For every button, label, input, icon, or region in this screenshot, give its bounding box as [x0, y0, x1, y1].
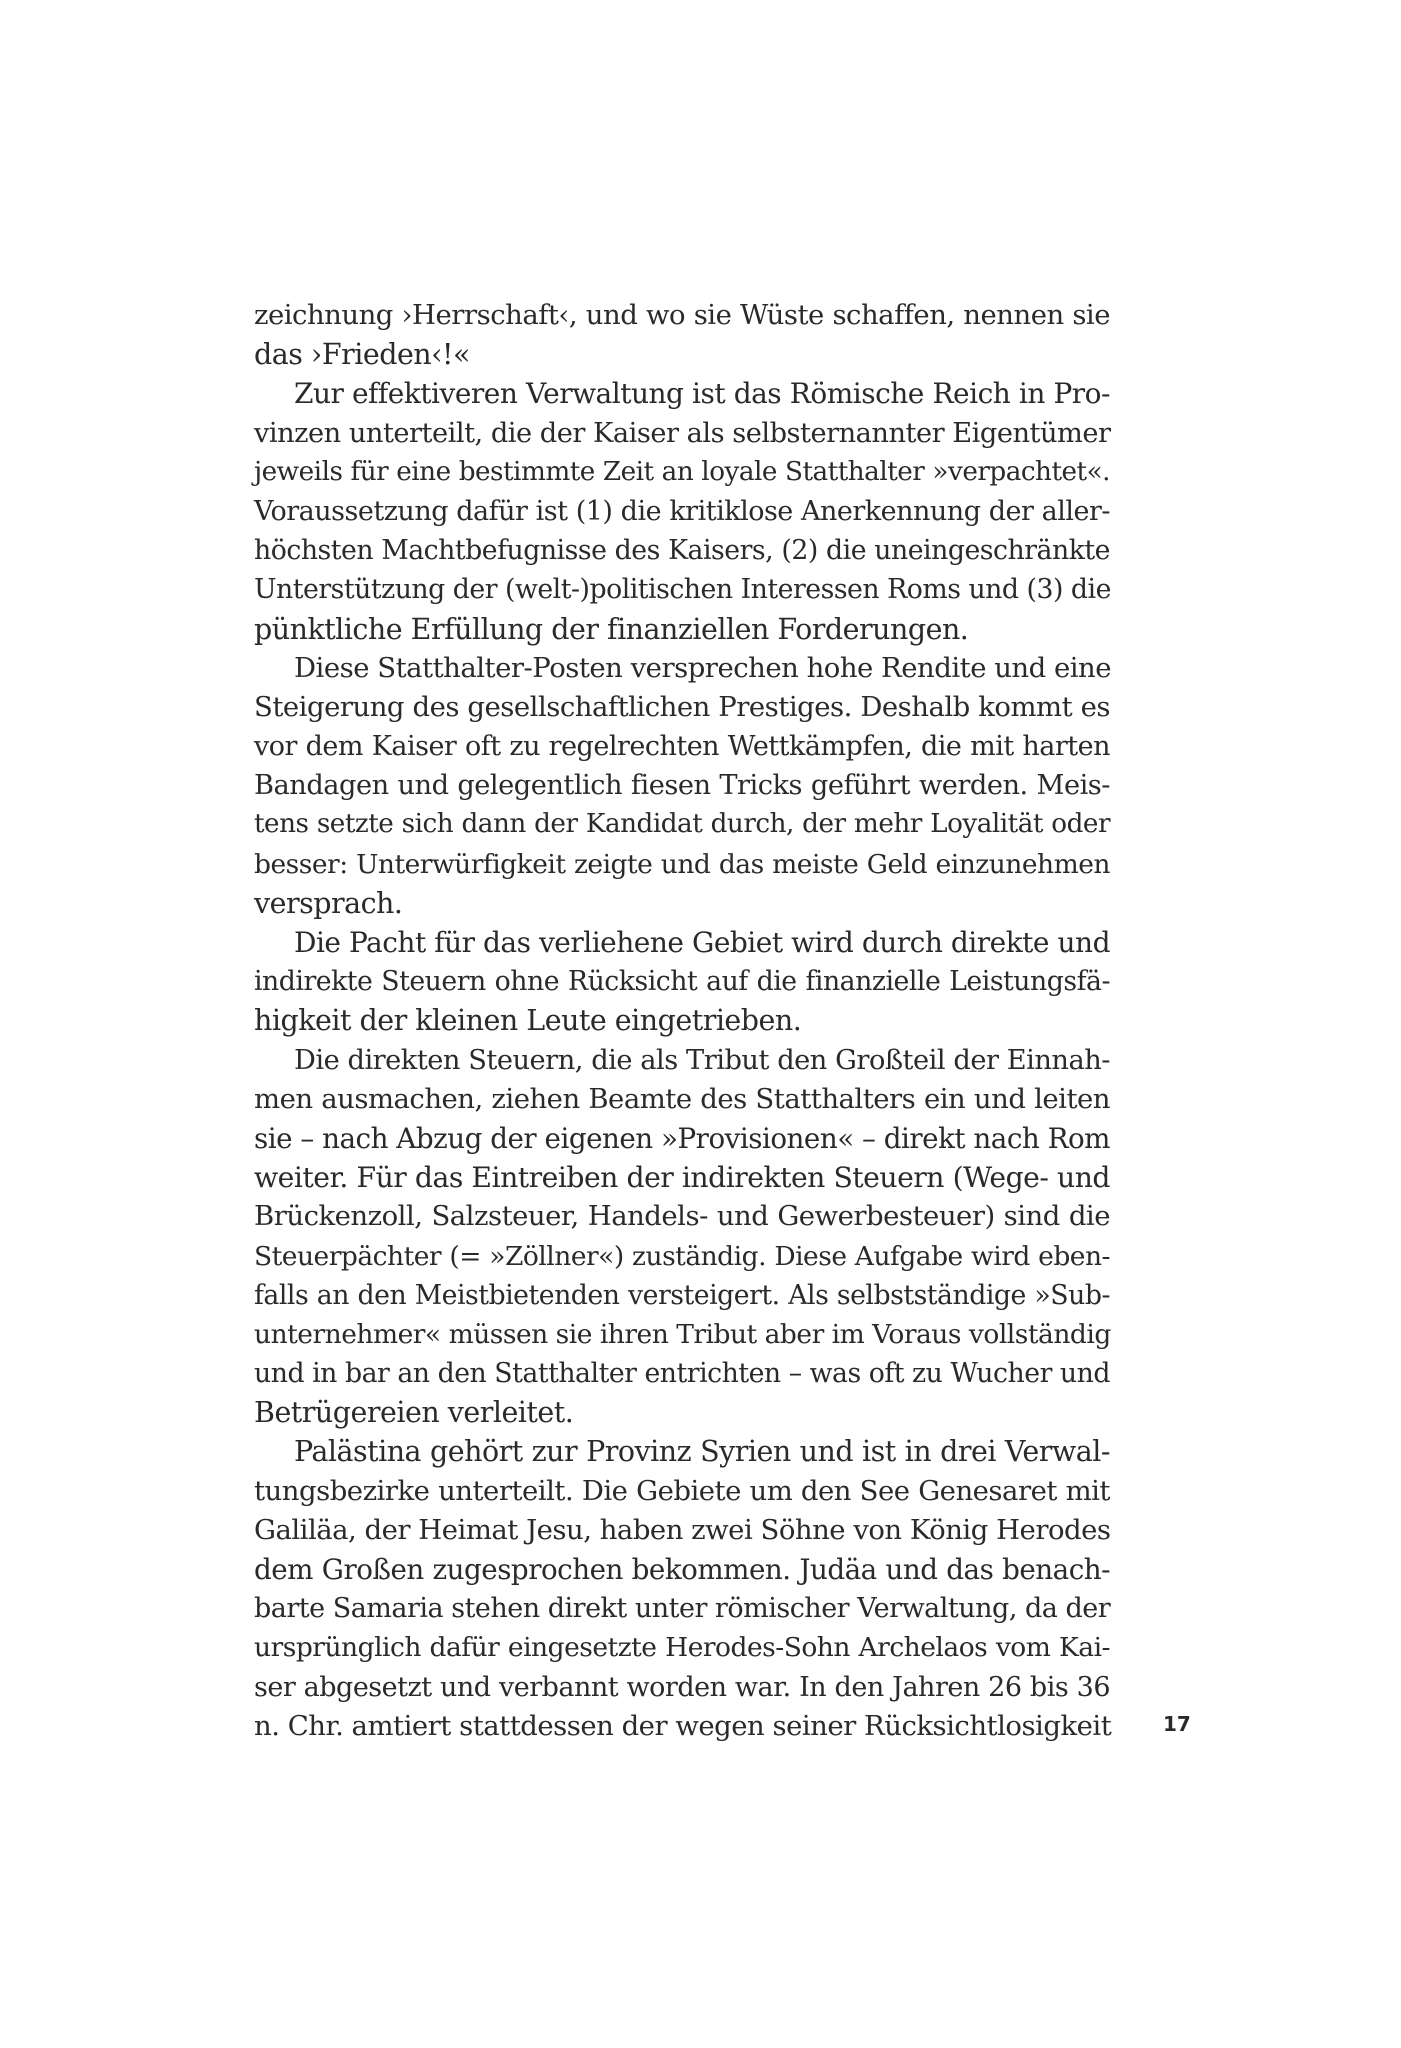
- text-line: ursprünglich dafür eingesetzte Herodes-Sohn Archelaos vom Kai-: [254, 1632, 1110, 1664]
- text-line: Diese Statthalter-Posten versprechen hohe Rendite und eine: [294, 651, 1112, 684]
- text-line: Die direkten Steuern, die als Tribut den Großteil der Einnah-: [294, 1044, 1110, 1076]
- text-line: Bandagen und gelegentlich fiesen Tricks geführt werden. Meis-: [254, 770, 1110, 802]
- text-line: versprach.: [254, 886, 403, 920]
- text-line: ser abgesetzt und verbannt worden war. In den Jahren 26 bis 36: [254, 1671, 1110, 1703]
- text-line: Galiläa, der Heimat Jesu, haben zwei Söhne von König Herodes: [254, 1513, 1111, 1546]
- text-line: tens setzte sich dann der Kandidat durch, der mehr Loyalität oder: [254, 809, 1110, 840]
- text-line: Steuerpächter (= »Zöllner«) zuständig. Diese Aufgabe wird eben-: [254, 1240, 1110, 1272]
- text-line: das ›Frieden‹!«: [254, 338, 470, 372]
- paragraph: [254, 1432, 1110, 1746]
- text-line: Unterstützung der (welt-)politischen Interessen Roms und (3) die: [254, 574, 1111, 606]
- text-line: vinzen unterteilt, die der Kaiser als selbsternannter Eigentümer: [254, 417, 1111, 449]
- paragraph: [254, 374, 1110, 648]
- text-line: tungsbezirke unterteilt. Die Gebiete um den See Genesaret mit: [254, 1474, 1110, 1507]
- paragraph: [254, 923, 1110, 1041]
- paragraph: [254, 649, 1110, 923]
- text-line: jeweils für eine bestimmte Zeit an loyale Statthalter »verpachtet«.: [254, 456, 1110, 487]
- paragraph: [254, 1041, 1110, 1433]
- text-line: Betrügereien verleitet.: [254, 1396, 574, 1430]
- text-line: unternehmer« müssen sie ihren Tribut aber im Voraus vollständig: [254, 1318, 1111, 1350]
- text-line: Zur effektiveren Verwaltung ist das Römische Reich in Pro-: [294, 377, 1110, 411]
- text-line: und in bar an den Statthalter entrichten – was oft zu Wucher und: [254, 1358, 1110, 1390]
- text-line: barte Samaria stehen direkt unter römischer Verwaltung, da der: [254, 1593, 1111, 1625]
- text-line: weiter. Für das Eintreiben der indirekten Steuern (Wege- und: [254, 1161, 1110, 1195]
- text-line: Brückenzoll, Salzsteuer, Handels- und Gewerbesteuer) sind die: [254, 1200, 1110, 1233]
- text-line: men ausmachen, ziehen Beamte des Statthalters ein und leiten: [254, 1082, 1110, 1115]
- text-line: sie – nach Abzug der eigenen »Provisionen« – direkt nach Rom: [254, 1121, 1110, 1155]
- text-line: pünktliche Erfüllung der finanziellen Forderungen.: [254, 612, 969, 646]
- text-line: n. Chr. amtiert stattdessen der wegen seiner Rücksichtlosigkeit: [254, 1709, 1112, 1742]
- paragraph: [254, 296, 1110, 374]
- text-line: higkeit der kleinen Leute eingetrieben.: [254, 1004, 802, 1038]
- text-line: zeichnung ›Herrschaft‹, und wo sie Wüste schaffen, nennen sie: [254, 299, 1110, 331]
- page-number: 17: [1163, 1712, 1191, 1736]
- text-line: indirekte Steuern ohne Rücksicht auf die finanzielle Leistungsfä-: [254, 966, 1110, 998]
- text-line: dem Großen zugesprochen bekommen. Judäa und das benach-: [254, 1553, 1110, 1586]
- text-line: Voraussetzung dafür ist (1) die kritiklose Anerkennung der aller-: [254, 495, 1110, 527]
- text-line: Die Pacht für das verliehene Gebiet wird durch direkte und: [294, 926, 1110, 959]
- body-text: [254, 296, 1110, 1746]
- text-line: Palästina gehört zur Provinz Syrien und ist in drei Verwal-: [294, 1435, 1110, 1469]
- text-line: falls an den Meistbietenden versteigert. Als selbstständige »Sub-: [254, 1279, 1110, 1311]
- text-line: höchsten Machtbefugnisse des Kaisers, (2) die uneingeschränkte: [254, 535, 1110, 567]
- text-line: Steigerung des gesellschaftlichen Prestiges. Deshalb kommt es: [254, 690, 1110, 723]
- text-line: vor dem Kaiser oft zu regelrechten Wettkämpfen, die mit harten: [254, 731, 1110, 763]
- text-line: besser: Unterwürfigkeit zeigte und das meiste Geld einzunehmen: [254, 848, 1110, 880]
